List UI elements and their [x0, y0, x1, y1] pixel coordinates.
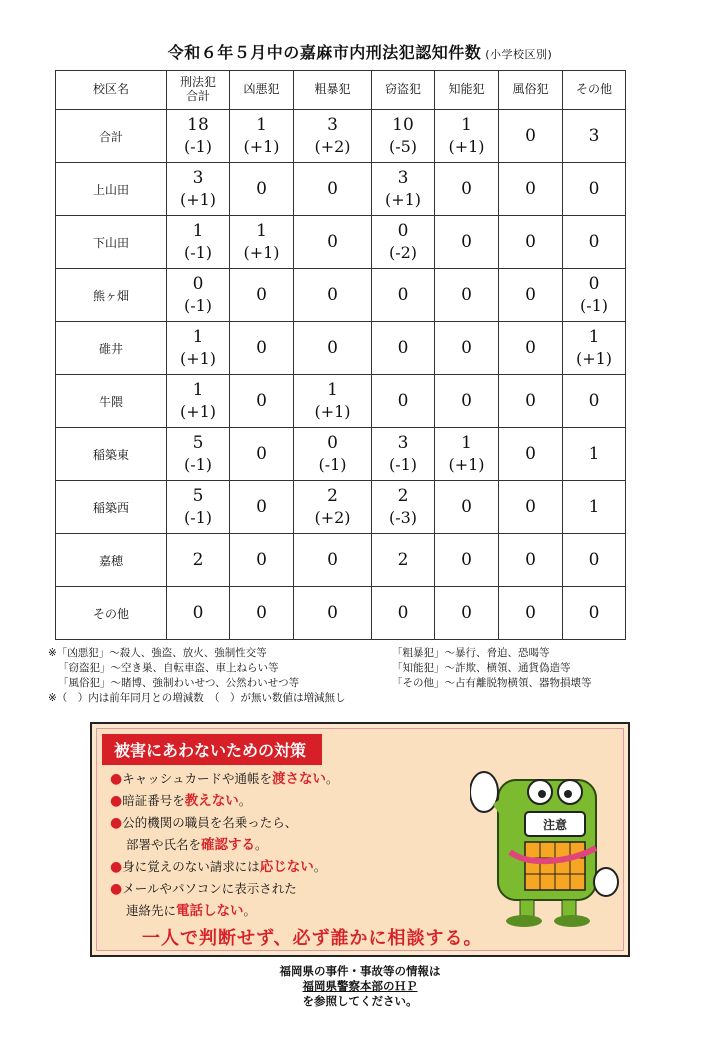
cell-count: 5 [192, 433, 204, 453]
bullet-icon: ● [110, 771, 123, 787]
table-cell [499, 110, 563, 163]
police-hp-link[interactable]: 福岡県警察本部のＨＰ [302, 979, 418, 993]
note: ※（ ）内は前年同月との増減数 （ ）が無い数値は増減無し [48, 692, 346, 704]
table-cell [294, 428, 372, 481]
table-cell [499, 375, 563, 428]
tip-text-pre: 連絡先に [126, 903, 177, 918]
column-header: 粗暴犯 [294, 71, 372, 110]
table-cell [563, 163, 626, 216]
table-cell [563, 375, 626, 428]
cell-change: (-3) [388, 508, 418, 527]
tip-text-em: 渡さない [271, 771, 326, 787]
cell-change: (+1) [179, 402, 217, 421]
tip-item [110, 812, 339, 834]
cell-count: 1 [588, 327, 600, 347]
tip-item [110, 856, 339, 878]
note: 「知能犯」～詐欺、横領、通貨偽造等 [392, 662, 571, 674]
cell-change: (-1) [318, 455, 347, 474]
table-cell [230, 481, 294, 534]
table-cell [499, 587, 563, 640]
cell-count: 0 [327, 284, 338, 305]
table-cell [167, 322, 230, 375]
column-header: 校区名 [56, 71, 167, 110]
cell-count: 0 [461, 549, 472, 570]
table-cell [372, 322, 435, 375]
cell-count: 0 [256, 337, 267, 358]
note: 「風俗犯」～賭博、強制わいせつ、公然わいせつ等 [58, 677, 300, 689]
cell-change: (+1) [314, 402, 351, 421]
cell-count: 2 [327, 486, 338, 506]
table-cell [563, 481, 626, 534]
table-cell [499, 481, 563, 534]
table-row [56, 428, 626, 481]
cell-count: 3 [397, 433, 409, 453]
cell-count: 0 [525, 602, 536, 623]
cell-count: 0 [256, 178, 267, 199]
column-header: 知能犯 [435, 71, 499, 110]
table-cell [563, 428, 626, 481]
cell-change: (-1) [579, 296, 609, 315]
tip-text-pre: 暗証番号を [122, 793, 185, 808]
table-cell [372, 587, 435, 640]
cell-count: 0 [327, 549, 338, 570]
table-row [56, 534, 626, 587]
row-label: 熊ヶ畑 [56, 269, 167, 322]
tip-item [110, 834, 339, 856]
cell-change: (-1) [183, 137, 213, 156]
table-cell [435, 375, 499, 428]
cell-count: 0 [192, 602, 204, 623]
table-cell [499, 216, 563, 269]
cell-change: (-1) [183, 243, 213, 262]
cell-count: 0 [397, 390, 409, 411]
table-cell [230, 534, 294, 587]
cell-count: 0 [461, 602, 472, 623]
cell-change: (-5) [388, 137, 418, 156]
table-cell [435, 534, 499, 587]
cell-change: (-1) [183, 296, 213, 315]
row-label: 嘉穂 [56, 534, 167, 587]
cell-count: 1 [588, 496, 600, 517]
cell-count: 0 [525, 284, 536, 305]
bullet-icon: ● [110, 859, 123, 875]
cell-count: 0 [525, 390, 536, 411]
table-cell [435, 322, 499, 375]
column-header: その他 [563, 71, 626, 110]
row-label: 碓井 [56, 322, 167, 375]
table-row [56, 322, 626, 375]
bullet-icon: ● [110, 881, 123, 897]
cell-count: 3 [327, 115, 338, 135]
table-cell [294, 587, 372, 640]
tip-item [110, 900, 339, 922]
table-cell [167, 481, 230, 534]
table-cell [167, 375, 230, 428]
title-sub: (小学校区別) [485, 48, 553, 61]
column-header: 窃盗犯 [372, 71, 435, 110]
note: ※「凶悪犯」～殺人、強盗、放火、強制性交等 [48, 647, 267, 659]
mascot-sign-text: 注意 [542, 818, 568, 832]
table-cell [372, 163, 435, 216]
table-cell [563, 110, 626, 163]
tip-item [110, 768, 339, 790]
table-cell [167, 163, 230, 216]
cell-change: (+1) [179, 349, 217, 368]
cell-count: 0 [525, 549, 536, 570]
cell-count: 2 [192, 549, 204, 570]
table-cell [372, 534, 435, 587]
table-cell [294, 110, 372, 163]
cell-count: 0 [461, 284, 472, 305]
table-cell [294, 481, 372, 534]
cell-count: 0 [327, 602, 338, 623]
cell-change: (+1) [448, 455, 485, 474]
note: 「窃盗犯」～空き巣、自転車盗、車上ねらい等 [58, 662, 279, 674]
table-cell [294, 269, 372, 322]
tip-text-pre: 部署や氏名を [126, 837, 202, 852]
cell-count: 1 [192, 221, 204, 241]
cell-count: 0 [525, 337, 536, 358]
tips-list [110, 768, 339, 922]
cell-change: (-1) [183, 455, 213, 474]
tip-text-post: 。 [238, 793, 252, 808]
cell-change: (+1) [179, 190, 217, 209]
cell-change: (+1) [448, 137, 485, 156]
cell-count: 5 [192, 486, 204, 506]
tip-text-em: 確認する [201, 837, 256, 853]
bullet-icon: ● [110, 793, 123, 809]
table-cell [563, 216, 626, 269]
tip-text-pre: 身に覚えのない請求には [122, 859, 260, 874]
cell-count: 1 [192, 327, 204, 347]
row-label: 合計 [56, 110, 167, 163]
table-cell [435, 587, 499, 640]
cell-change: (-2) [388, 243, 418, 262]
cell-count: 0 [461, 178, 472, 199]
table-cell [563, 269, 626, 322]
table-cell [435, 481, 499, 534]
cell-count: 10 [392, 115, 414, 135]
cell-count: 0 [461, 496, 472, 517]
table-row [56, 481, 626, 534]
row-label: その他 [56, 587, 167, 640]
banner-bottom-message: 一人で判断せず、必ず誰かに相談する。 [142, 928, 483, 949]
tip-text-em: 教えない [184, 793, 239, 809]
cell-count: 0 [588, 231, 600, 252]
row-label: 上山田 [56, 163, 167, 216]
cell-count: 1 [256, 221, 267, 241]
bullet-icon: ● [110, 815, 123, 831]
cell-change: (+1) [575, 349, 613, 368]
crime-stats-table [55, 70, 626, 640]
table-cell [294, 375, 372, 428]
table-row [56, 110, 626, 163]
tip-text-post: 。 [255, 837, 268, 852]
cell-count: 0 [525, 125, 536, 146]
note: 「粗暴犯」～暴行、脅迫、恐喝等 [392, 647, 550, 659]
table-cell [230, 322, 294, 375]
tip-text-post: 。 [313, 859, 327, 874]
table-cell [167, 216, 230, 269]
table-cell [230, 269, 294, 322]
table-cell [372, 375, 435, 428]
table-cell [230, 375, 294, 428]
row-label: 稲築西 [56, 481, 167, 534]
cell-count: 0 [256, 284, 267, 305]
column-header: 凶悪犯 [230, 71, 294, 110]
cell-count: 0 [588, 602, 600, 623]
table-cell [372, 216, 435, 269]
table-cell [167, 587, 230, 640]
cell-count: 0 [256, 602, 267, 623]
table-header-row [56, 71, 626, 110]
table-cell [372, 110, 435, 163]
cell-count: 0 [397, 602, 409, 623]
column-header: 風俗犯 [499, 71, 563, 110]
cell-count: 0 [588, 178, 600, 199]
table-row [56, 216, 626, 269]
cell-count: 18 [187, 115, 209, 135]
cell-change: (+1) [384, 190, 422, 209]
cell-count: 0 [327, 231, 338, 252]
table-cell [294, 322, 372, 375]
table-cell [563, 587, 626, 640]
cell-count: 0 [461, 390, 472, 411]
column-header: 刑法犯 合計 [167, 71, 230, 110]
cell-change: (-1) [183, 508, 213, 527]
cell-count: 1 [461, 433, 472, 453]
table-cell [499, 534, 563, 587]
cell-change: (+2) [314, 508, 351, 527]
table-row [56, 269, 626, 322]
table-cell [372, 481, 435, 534]
table-cell [230, 216, 294, 269]
mascot-calculator-icon [470, 752, 620, 927]
legend-notes [48, 646, 688, 706]
table-cell [230, 163, 294, 216]
table-cell [294, 216, 372, 269]
cell-count: 0 [397, 284, 409, 305]
table-cell [499, 163, 563, 216]
table-cell [435, 110, 499, 163]
row-label: 下山田 [56, 216, 167, 269]
table-cell [499, 322, 563, 375]
table-cell [435, 163, 499, 216]
page-title [0, 40, 720, 63]
footer [0, 964, 720, 1009]
note: 「その他」～占有離脱物横領、器物損壊等 [392, 677, 592, 689]
table-row [56, 587, 626, 640]
table-cell [435, 216, 499, 269]
table-cell [435, 428, 499, 481]
cell-count: 0 [397, 337, 409, 358]
tip-text-pre: 公的機関の職員を名乗ったら、 [122, 815, 298, 830]
cell-change: (+1) [243, 137, 280, 156]
table-cell [230, 428, 294, 481]
table-row [56, 375, 626, 428]
tip-item [110, 878, 339, 900]
table-cell [167, 534, 230, 587]
prevention-banner [90, 722, 630, 957]
cell-count: 0 [327, 178, 338, 199]
title-main: 令和６年５月中の嘉麻市内刑法犯認知件数 [167, 43, 482, 62]
cell-count: 0 [397, 221, 409, 241]
cell-count: 0 [588, 549, 600, 570]
row-label: 牛隈 [56, 375, 167, 428]
table-cell [563, 322, 626, 375]
cell-count: 0 [256, 549, 267, 570]
tip-text-post: 。 [325, 771, 339, 786]
cell-count: 2 [397, 549, 409, 570]
cell-count: 0 [525, 178, 536, 199]
table-cell [372, 269, 435, 322]
table-cell [230, 110, 294, 163]
cell-count: 1 [256, 115, 267, 135]
cell-count: 1 [461, 115, 472, 135]
table-cell [167, 269, 230, 322]
tip-text-pre: メールやパソコンに表示された [122, 881, 297, 896]
cell-count: 0 [588, 274, 600, 294]
cell-count: 0 [256, 496, 267, 517]
cell-count: 0 [192, 274, 204, 294]
cell-count: 0 [525, 443, 536, 464]
table-cell [435, 269, 499, 322]
cell-change: (+1) [243, 243, 280, 262]
table-row [56, 163, 626, 216]
cell-count: 3 [192, 168, 204, 188]
tip-item [110, 790, 339, 812]
footer-line: を参照してください。 [302, 994, 418, 1008]
table-cell [230, 587, 294, 640]
cell-count: 1 [588, 443, 600, 464]
table-cell [563, 534, 626, 587]
banner-title: 被害にあわないための対策 [102, 734, 322, 765]
cell-change: (+2) [314, 137, 351, 156]
cell-count: 1 [327, 380, 338, 400]
table-cell [167, 110, 230, 163]
cell-count: 1 [192, 380, 204, 400]
cell-count: 2 [397, 486, 409, 506]
cell-count: 0 [461, 231, 472, 252]
tip-text-em: 電話しない [176, 903, 244, 919]
cell-count: 0 [256, 390, 267, 411]
cell-count: 0 [525, 231, 536, 252]
table-cell [499, 269, 563, 322]
table-cell [294, 534, 372, 587]
tip-text-post: 。 [243, 903, 257, 918]
cell-count: 0 [525, 496, 536, 517]
table-cell [499, 428, 563, 481]
table-cell [372, 428, 435, 481]
cell-count: 0 [327, 337, 338, 358]
cell-count: 3 [588, 125, 600, 146]
cell-count: 3 [397, 168, 409, 188]
table-cell [167, 428, 230, 481]
tip-text-pre: キャッシュカードや通帳を [122, 771, 272, 786]
cell-count: 0 [256, 443, 267, 464]
tip-text-em: 応じない [259, 859, 314, 875]
cell-count: 0 [461, 337, 472, 358]
table-cell [294, 163, 372, 216]
cell-count: 0 [327, 433, 338, 453]
cell-change: (-1) [388, 455, 418, 474]
footer-line: 福岡県の事件・事故等の情報は [279, 964, 441, 978]
cell-count: 0 [588, 390, 600, 411]
row-label: 稲築東 [56, 428, 167, 481]
